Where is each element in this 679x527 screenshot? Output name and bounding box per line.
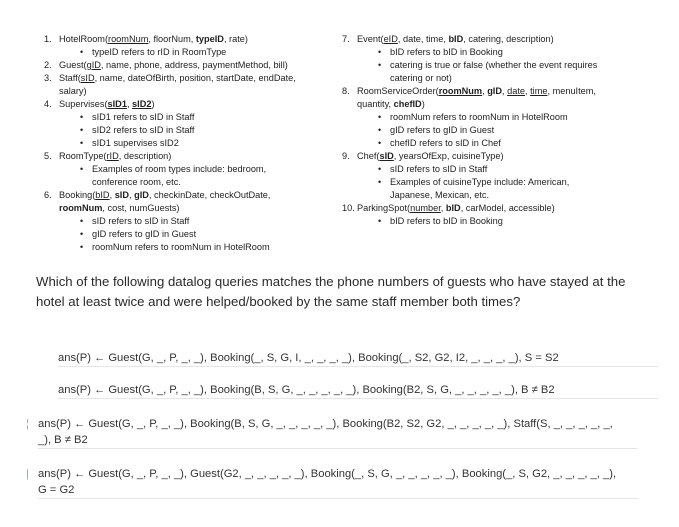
option-text: ans(P) ← Guest(G, _, P, _, _), Guest(G2, _, _, _, _, _), Booking(_, S, G, _, _, _, _, _), Booking(_, S, G2, _, _, _, _, _), xyxy=(38,468,617,480)
schema-listing xyxy=(0,0,679,262)
bullet-icon: • xyxy=(80,164,84,174)
bullet-icon: • xyxy=(80,229,84,239)
bullet-icon: • xyxy=(378,112,382,122)
option-text-continued: _), B ≠ B2 xyxy=(38,434,88,446)
constraint: • bID refers to bID in Booking xyxy=(378,216,503,226)
schema-left-column xyxy=(44,33,344,254)
bullet-icon: • xyxy=(378,125,382,135)
radio-icon[interactable]: | xyxy=(26,468,29,480)
answer-option-4[interactable] xyxy=(26,466,638,499)
bullet-icon: • xyxy=(378,177,382,187)
constraint: • catering is true or false (whether the event requires xyxy=(378,60,598,70)
constraint: • sID1 refers to sID in Staff xyxy=(80,112,195,122)
answer-option-2[interactable] xyxy=(58,382,658,399)
bullet-icon: • xyxy=(378,164,382,174)
bullet-icon: • xyxy=(80,242,84,252)
option-text: ans(P) ← Guest(G, _, P, _, _), Booking(B, S, G, _, _, _, _, _), Booking(B2, S2, G2, _, _, _, _, _), Staff(S, _, _, _, _, _, xyxy=(38,418,613,430)
bullet-icon: • xyxy=(80,138,84,148)
option-text-continued: G = G2 xyxy=(38,484,75,496)
schema-item: 3. Staff(sID, name, dateOfBirth, position, startDate, endDate, salary) xyxy=(44,73,296,96)
schema-item: 8. RoomServiceOrder(roomNum, gID, date, time, menuItem, quantity, chefID) xyxy=(342,86,596,109)
schema-right-column xyxy=(342,33,642,228)
answer-option-1[interactable] xyxy=(58,350,658,367)
schema-item: 7. Event(eID, date, time, bID, catering, description) xyxy=(342,34,554,44)
bullet-icon: • xyxy=(80,216,84,226)
constraint: • Examples of room types include: bedroom, xyxy=(80,164,267,174)
bullet-icon: • xyxy=(378,216,382,226)
schema-item: 9. Chef(sID, yearsOfExp, cuisineType) xyxy=(342,151,504,161)
answer-option-3[interactable] xyxy=(26,416,638,449)
schema-item: 10. ParkingSpot(number, bID, carModel, accessible) xyxy=(342,203,555,213)
schema-item: 2. Guest(gID, name, phone, address, paymentMethod, bill) xyxy=(44,60,288,70)
constraint: • typeID refers to rID in RoomType xyxy=(80,47,227,57)
relation-def: HotelRoom(roomNum, floorNum, typeID, rate) xyxy=(59,34,248,44)
question-text: Which of the following datalog queries matches the phone numbers of guests who have stayed at the hotel at least twice and were helped/booked by the same staff member both times? xyxy=(36,274,626,309)
bullet-icon: • xyxy=(378,138,382,148)
constraint: • sID refers to sID in Staff xyxy=(378,164,488,174)
radio-icon[interactable]: ¦ xyxy=(26,418,29,430)
constraint: • sID1 supervises sID2 xyxy=(80,138,179,148)
constraint: • Examples of cuisineType include: American, xyxy=(378,177,570,187)
constraint: • chefID refers to sID in Chef xyxy=(378,138,501,148)
bullet-icon: • xyxy=(80,47,84,57)
schema-item xyxy=(44,33,344,46)
bullet-icon: • xyxy=(378,47,382,57)
bullet-icon: • xyxy=(378,60,382,70)
schema-item: 4. Supervises(sID1, sID2) xyxy=(44,99,155,109)
option-text: ans(P) ← Guest(G, _, P, _, _), Booking(B, S, G, _, _, _, _, _), Booking(B2, S, G, _, _, _, _, _), B ≠ B2 xyxy=(58,384,555,396)
constraint: • bID refers to bID in Booking xyxy=(378,47,503,57)
schema-item: 6. Booking(bID, sID, gID, checkinDate, checkOutDate, roomNum, cost, numGuests) xyxy=(44,190,271,213)
constraint: • gID refers to gID in Guest xyxy=(80,229,197,239)
constraint: • roomNum refers to roomNum in HotelRoom xyxy=(80,242,270,252)
item-number: 1. xyxy=(44,34,52,44)
constraint: • roomNum refers to roomNum in HotelRoom xyxy=(378,112,568,122)
bullet-icon: • xyxy=(80,112,84,122)
constraint-continued: conference room, etc. xyxy=(92,177,181,187)
constraint: • gID refers to gID in Guest xyxy=(378,125,495,135)
bullet-icon: • xyxy=(80,125,84,135)
option-text: ans(P) ← Guest(G, _, P, _, _), Booking(_, S, G, I, _, _, _, _), Booking(_, S2, G2, I2, _, _, _, _), S = S2 xyxy=(58,352,559,364)
constraint: • sID2 refers to sID in Staff xyxy=(80,125,195,135)
constraint-continued: Japanese, Mexican, etc. xyxy=(390,190,490,200)
schema-item: 5. RoomType(rID, description) xyxy=(44,151,172,161)
constraint-continued: catering or not) xyxy=(390,73,452,83)
constraint: • sID refers to sID in Staff xyxy=(80,216,190,226)
